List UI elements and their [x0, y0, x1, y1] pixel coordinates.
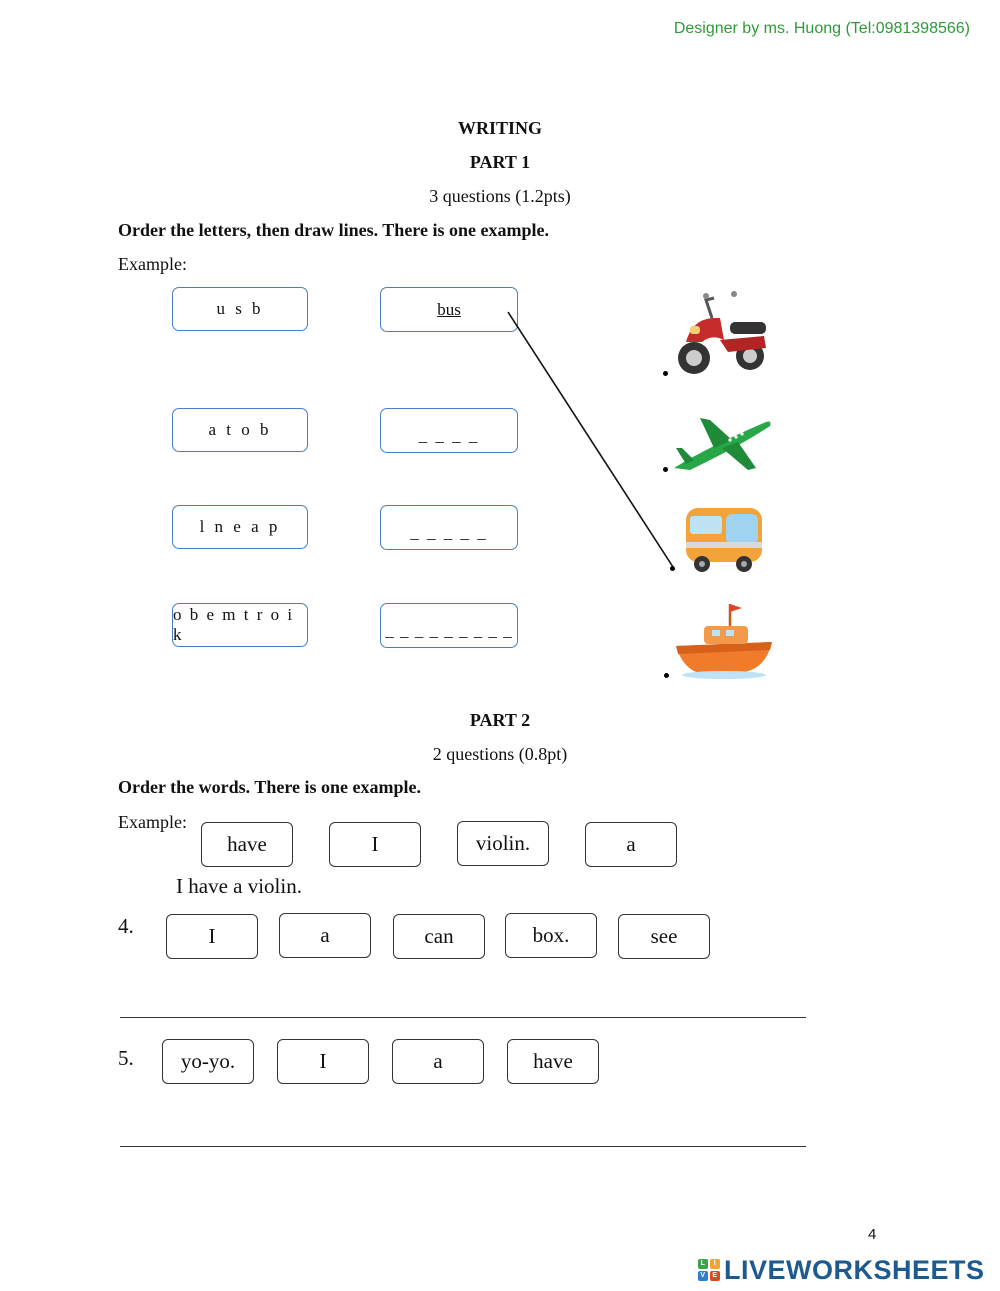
part1-example-label: Example: — [118, 254, 187, 274]
bus-picture — [682, 502, 766, 574]
q5-answer-line[interactable] — [120, 1146, 806, 1147]
match-dot-boat[interactable] — [664, 673, 669, 678]
example-word-1: have — [201, 822, 293, 867]
logo-text: LIVEWORKSHEETS — [724, 1254, 985, 1285]
q4-answer-line[interactable] — [120, 1017, 806, 1018]
match-dot-motorbike[interactable] — [663, 371, 668, 376]
q5-word-4: have — [507, 1039, 599, 1084]
answer-box-2[interactable]: _ _ _ _ _ — [380, 505, 518, 550]
q5-word-2: I — [277, 1039, 369, 1084]
letters-box-2: l n e a p — [172, 505, 308, 549]
part2-instruction: Order the words. There is one example. — [118, 777, 421, 797]
q4-word-4: box. — [505, 913, 597, 958]
liveworksheets-logo[interactable] — [698, 1254, 985, 1286]
question-4-number: 4. — [118, 914, 134, 938]
q4-word-5: see — [618, 914, 710, 959]
example-word-2: I — [329, 822, 421, 867]
q5-word-3: a — [392, 1039, 484, 1084]
question-5-number: 5. — [118, 1046, 134, 1070]
plane-picture — [670, 408, 774, 476]
letters-box-example: u s b — [172, 287, 308, 331]
part1-instruction: Order the letters, then draw lines. There is one example. — [118, 220, 549, 240]
part2-title: PART 2 — [469, 710, 531, 730]
example-word-3: violin. — [457, 821, 549, 866]
match-dot-bus[interactable] — [670, 566, 675, 571]
q4-word-3: can — [393, 914, 485, 959]
part1-questions: 3 questions (1.2pts) — [429, 186, 571, 206]
part1-title: PART 1 — [469, 152, 531, 172]
writing-title: WRITING — [457, 118, 542, 138]
boat-picture — [674, 602, 774, 680]
logo-grid-icon: L I V E — [698, 1259, 720, 1281]
letters-box-3: o b e m t r o i k — [172, 603, 308, 647]
answer-box-example[interactable]: bus — [380, 287, 518, 332]
motorbike-picture — [672, 290, 772, 380]
example-sentence: I have a violin. — [176, 874, 302, 898]
example-word-4: a — [585, 822, 677, 867]
match-dot-plane[interactable] — [663, 467, 668, 472]
q4-word-2: a — [279, 913, 371, 958]
answer-box-1[interactable]: _ _ _ _ — [380, 408, 518, 453]
q4-word-1: I — [166, 914, 258, 959]
answer-box-3[interactable]: _ _ _ _ _ _ _ _ _ — [380, 603, 518, 648]
q5-word-1: yo-yo. — [162, 1039, 254, 1084]
designer-credit: Designer by ms. Huong (Tel:0981398566) — [673, 20, 970, 37]
page-number: 4 — [868, 1226, 877, 1243]
part2-questions: 2 questions (0.8pt) — [432, 744, 568, 764]
part2-example-label: Example: — [118, 812, 187, 832]
letters-box-1: a t o b — [172, 408, 308, 452]
